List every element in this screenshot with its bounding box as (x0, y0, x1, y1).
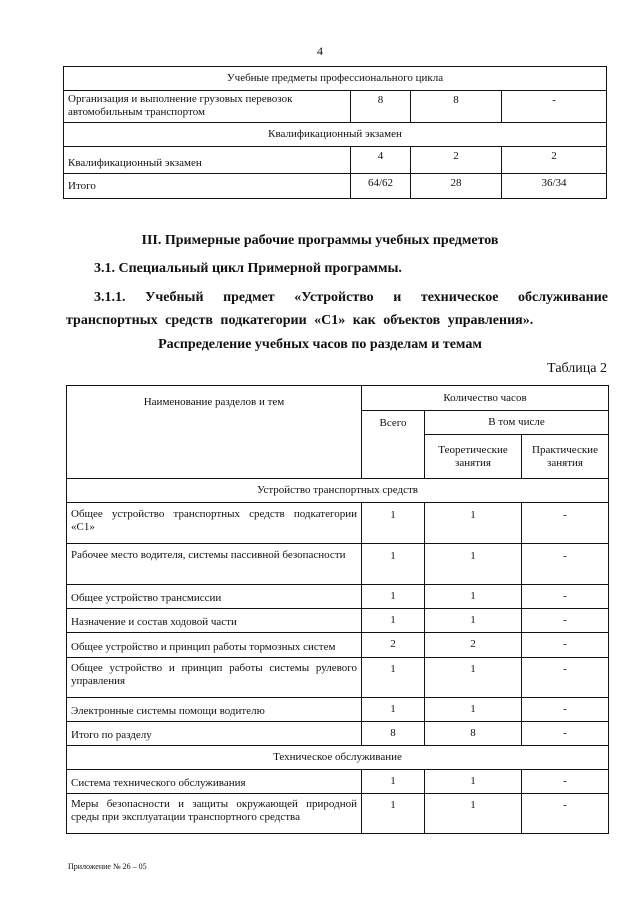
row-name: Итого (64, 174, 351, 199)
row-total: 1 (362, 503, 425, 544)
row-total: 64/62 (351, 174, 411, 199)
row-practice: - (522, 585, 609, 609)
row-theory: 1 (425, 585, 522, 609)
row-name: Общее устройство транспортных средств подкатегории «C1» (67, 503, 362, 544)
row-name: Общее устройство трансмиссии (67, 585, 362, 609)
table-label: Таблица 2 (547, 361, 607, 376)
row-total: 1 (362, 544, 425, 585)
row-practice: - (522, 698, 609, 722)
row-name: Система технического обслуживания (67, 770, 362, 794)
table-2 (66, 385, 609, 834)
row-total: 1 (362, 585, 425, 609)
table-1 (63, 66, 607, 199)
row-total: 1 (362, 794, 425, 834)
row-name: Меры безопасности и защиты окружающей природной среды при эксплуатации транспортного средства (67, 794, 362, 834)
section-header: Квалификационный экзамен (64, 123, 607, 147)
table-row (67, 609, 609, 633)
table-row (64, 147, 607, 174)
row-name: Рабочее место водителя, системы пассивной безопасности (67, 544, 362, 585)
table-row (64, 91, 607, 123)
row-name: Общее устройство и принцип работы тормозных систем (67, 633, 362, 658)
distribution-heading: Распределение учебных часов по разделам и темам (158, 337, 482, 352)
row-practice: - (522, 658, 609, 698)
row-practice: - (522, 503, 609, 544)
row-total: 1 (362, 698, 425, 722)
row-total: 8 (351, 91, 411, 123)
row-practice: 36/34 (502, 174, 607, 199)
row-practice: - (522, 544, 609, 585)
table-row (67, 585, 609, 609)
row-name: Общее устройство и принцип работы системы рулевого управления (67, 658, 362, 698)
row-practice: - (502, 91, 607, 123)
row-total: 8 (362, 722, 425, 746)
row-theory: 1 (425, 544, 522, 585)
row-theory: 2 (425, 633, 522, 658)
header-including: В том числе (425, 411, 609, 435)
row-practice: - (522, 633, 609, 658)
row-name: Квалификационный экзамен (64, 147, 351, 174)
row-theory: 1 (425, 503, 522, 544)
row-theory: 1 (425, 658, 522, 698)
row-practice: - (522, 794, 609, 834)
table-row (67, 544, 609, 585)
subsection-heading: 3.1. Специальный цикл Примерной программы. (94, 261, 402, 276)
row-practice: - (522, 770, 609, 794)
row-name: Назначение и состав ходовой части (67, 609, 362, 633)
header-name: Наименование разделов и тем (67, 386, 362, 479)
header-practice: Практические занятия (522, 435, 609, 479)
page-number: 4 (317, 44, 323, 58)
table-row (67, 794, 609, 834)
row-name: Итого по разделу (67, 722, 362, 746)
table-row (67, 770, 609, 794)
header-hours: Количество часов (362, 386, 609, 411)
row-practice: - (522, 722, 609, 746)
row-total: 4 (351, 147, 411, 174)
row-theory: 2 (411, 147, 502, 174)
row-total: 1 (362, 658, 425, 698)
header-theory: Теоретические занятия (425, 435, 522, 479)
table-row (64, 174, 607, 199)
row-name: Электронные системы помощи водителю (67, 698, 362, 722)
footer-note: Приложение № 26 – 05 (68, 862, 147, 871)
section-title: Устройство транспортных средств (67, 479, 609, 503)
section-header: Учебные предметы профессионального цикла (64, 67, 607, 91)
row-theory: 28 (411, 174, 502, 199)
row-practice: 2 (502, 147, 607, 174)
row-theory: 8 (411, 91, 502, 123)
table-row (67, 658, 609, 698)
section-title: Техническое обслуживание (67, 746, 609, 770)
table-row (67, 633, 609, 658)
row-total: 1 (362, 609, 425, 633)
section-heading: III. Примерные рабочие программы учебных предметов (141, 233, 499, 248)
table-row (67, 503, 609, 544)
row-theory: 1 (425, 609, 522, 633)
header-total: Всего (362, 411, 425, 479)
table-row (67, 698, 609, 722)
row-practice: - (522, 609, 609, 633)
row-total: 1 (362, 770, 425, 794)
row-theory: 1 (425, 698, 522, 722)
row-theory: 8 (425, 722, 522, 746)
subject-heading: 3.1.1. Учебный предмет «Устройство и техническое обслуживание транспортных средств подкатегории «C1» как объектов управления». (66, 290, 608, 328)
row-theory: 1 (425, 770, 522, 794)
row-total: 2 (362, 633, 425, 658)
table-row (67, 722, 609, 746)
row-theory: 1 (425, 794, 522, 834)
row-name: Организация и выполнение грузовых перевозок автомобильным транспортом (64, 91, 351, 123)
